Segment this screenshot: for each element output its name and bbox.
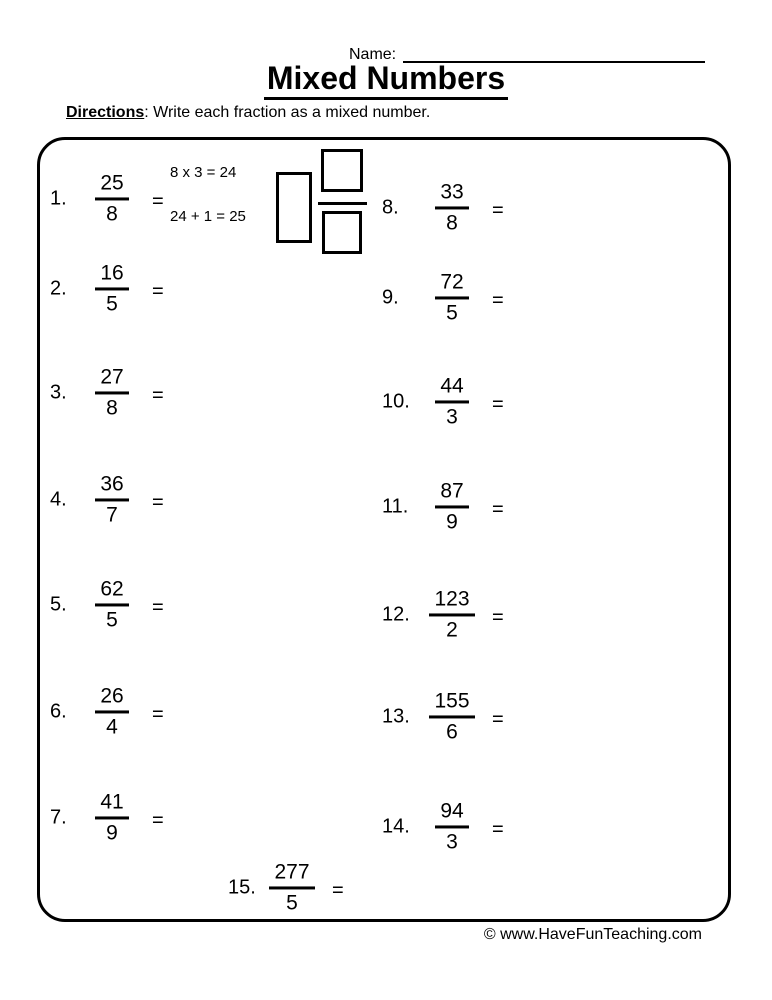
fraction-numerator: 94 [435, 800, 468, 828]
equals-sign: = [152, 491, 164, 513]
problem-number: 12. [382, 603, 410, 626]
problem-15 [228, 861, 344, 914]
directions-label: Directions [66, 104, 145, 121]
fraction-wrap [264, 861, 320, 914]
problem-1 [50, 172, 164, 225]
name-label: Name: [349, 46, 397, 63]
fraction-wrap [424, 181, 480, 234]
problem-number: 4. [50, 488, 67, 511]
fraction-numerator: 27 [95, 366, 128, 394]
fraction-wrap [424, 690, 480, 743]
fraction-denominator: 5 [106, 292, 118, 316]
fraction-numerator: 25 [95, 172, 128, 200]
fraction [95, 685, 128, 738]
fraction [435, 480, 468, 533]
fraction-denominator: 9 [106, 821, 118, 845]
fraction-denominator: 4 [106, 715, 118, 739]
fraction [95, 791, 128, 844]
equals-sign: = [152, 703, 164, 725]
fraction-denominator: 8 [446, 211, 458, 235]
fraction-numerator: 44 [435, 375, 468, 403]
numerator-answer-box[interactable] [321, 149, 363, 192]
fraction-wrap [84, 578, 140, 631]
fraction-wrap [84, 366, 140, 419]
equals-sign: = [152, 190, 164, 212]
equals-sign: = [492, 498, 504, 520]
problem-3 [50, 366, 164, 419]
fraction [429, 690, 474, 743]
fraction-numerator: 41 [95, 791, 128, 819]
directions [66, 103, 430, 123]
fraction-denominator: 2 [446, 618, 458, 642]
problem-number: 10. [382, 390, 410, 413]
fraction-numerator: 62 [95, 578, 128, 606]
fraction-numerator: 87 [435, 480, 468, 508]
fraction [95, 366, 128, 419]
problem-13 [382, 690, 504, 743]
equals-sign: = [492, 818, 504, 840]
problem-14 [382, 800, 504, 853]
problem-9 [382, 271, 504, 324]
example-work-line1: 8 x 3 = 24 [170, 164, 237, 181]
problem-number: 14. [382, 815, 410, 838]
fraction [95, 473, 128, 526]
problems-container [37, 137, 731, 922]
equals-sign: = [152, 809, 164, 831]
fraction-wrap [424, 480, 480, 533]
equals-sign: = [492, 708, 504, 730]
fraction-wrap [84, 791, 140, 844]
fraction [429, 588, 474, 641]
fraction [269, 861, 314, 914]
directions-text: : Write each fraction as a mixed number. [144, 104, 431, 121]
fraction-numerator: 33 [435, 181, 468, 209]
problem-number: 7. [50, 806, 67, 829]
fraction [435, 271, 468, 324]
fraction [435, 800, 468, 853]
problem-number: 9. [382, 286, 399, 309]
fraction-wrap [424, 271, 480, 324]
problem-10 [382, 375, 504, 428]
problem-8 [382, 181, 504, 234]
fraction [95, 172, 128, 225]
fraction-denominator: 3 [446, 830, 458, 854]
fraction-numerator: 72 [435, 271, 468, 299]
equals-sign: = [152, 384, 164, 406]
fraction-numerator: 155 [429, 690, 474, 718]
fraction-denominator: 6 [446, 720, 458, 744]
fraction-wrap [424, 588, 480, 641]
equals-sign: = [152, 280, 164, 302]
problem-2 [50, 262, 164, 315]
equals-sign: = [152, 596, 164, 618]
fraction-wrap [84, 172, 140, 225]
copyright: © www.HaveFunTeaching.com [483, 926, 702, 943]
equals-sign: = [492, 199, 504, 221]
problem-5 [50, 578, 164, 631]
fraction-wrap [84, 473, 140, 526]
fraction-wrap [84, 262, 140, 315]
problem-number: 5. [50, 593, 67, 616]
fraction-denominator: 8 [106, 396, 118, 420]
fraction-wrap [84, 685, 140, 738]
problem-7 [50, 791, 164, 844]
problem-number: 8. [382, 196, 399, 219]
title-wrap [0, 62, 772, 100]
fraction [435, 181, 468, 234]
problem-number: 1. [50, 187, 67, 210]
fraction-wrap [424, 375, 480, 428]
fraction-numerator: 123 [429, 588, 474, 616]
problem-11 [382, 480, 504, 533]
fraction-numerator: 36 [95, 473, 128, 501]
fraction-denominator: 5 [286, 891, 298, 915]
page-title: Mixed Numbers [264, 62, 508, 100]
fraction-denominator: 9 [446, 510, 458, 534]
fraction-numerator: 16 [95, 262, 128, 290]
denominator-answer-box[interactable] [322, 211, 362, 254]
problem-number: 3. [50, 381, 67, 404]
problem-12 [382, 588, 504, 641]
fraction-denominator: 7 [106, 503, 118, 527]
example-work-line2: 24 + 1 = 25 [170, 208, 246, 225]
problem-4 [50, 473, 164, 526]
answer-fraction-bar [318, 202, 367, 205]
fraction-denominator: 5 [446, 301, 458, 325]
fraction-wrap [424, 800, 480, 853]
fraction [95, 262, 128, 315]
fraction-denominator: 8 [106, 202, 118, 226]
equals-sign: = [492, 393, 504, 415]
fraction-numerator: 26 [95, 685, 128, 713]
problem-number: 13. [382, 705, 410, 728]
fraction [435, 375, 468, 428]
fraction-numerator: 277 [269, 861, 314, 889]
problem-number: 2. [50, 277, 67, 300]
problem-number: 6. [50, 700, 67, 723]
fraction-denominator: 3 [446, 405, 458, 429]
fraction-denominator: 5 [106, 608, 118, 632]
equals-sign: = [492, 606, 504, 628]
problem-number: 15. [228, 876, 256, 899]
equals-sign: = [492, 289, 504, 311]
example-work [170, 164, 246, 226]
problem-number: 11. [382, 495, 409, 518]
fraction [95, 578, 128, 631]
equals-sign: = [332, 879, 344, 901]
whole-number-answer-box[interactable] [276, 172, 312, 243]
problem-6 [50, 685, 164, 738]
